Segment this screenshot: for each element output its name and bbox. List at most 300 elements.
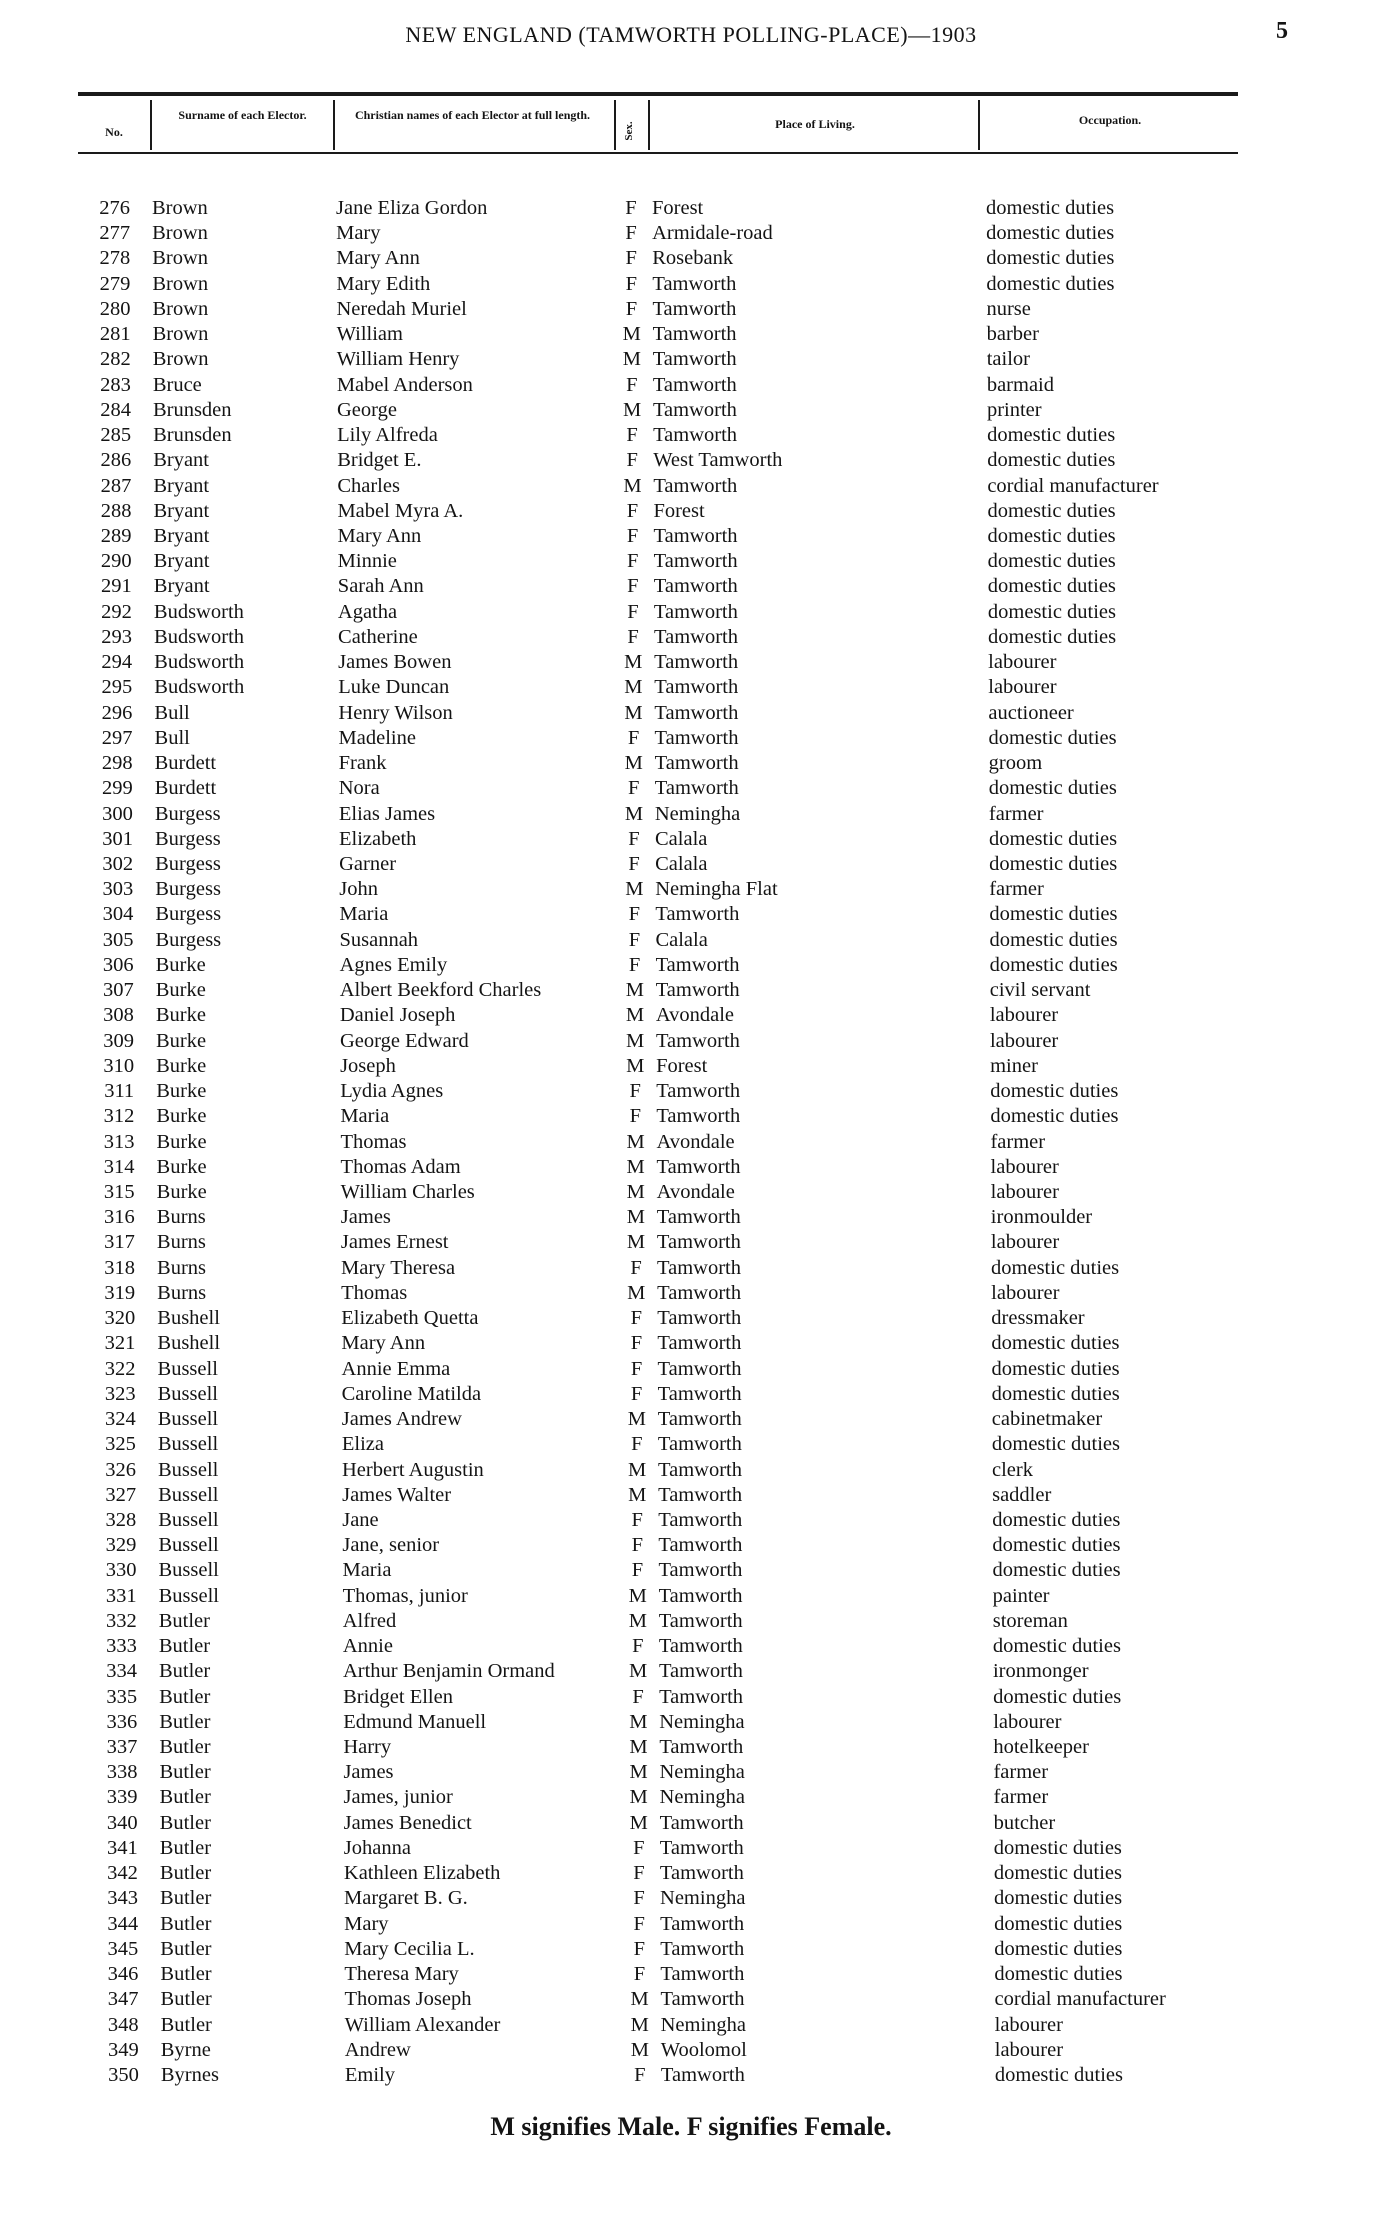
table-row [0, 574, 1382, 599]
elector-surname: Bussell [158, 1584, 219, 1607]
elector-surname: Burgess [155, 903, 222, 926]
elector-surname: Bryant [153, 499, 210, 522]
elector-sex: F [625, 297, 638, 320]
elector-sex: F [625, 197, 637, 219]
table-row [0, 1962, 1382, 1987]
elector-occupation: labourer [989, 1029, 1059, 1052]
elector-place-of-living: Nemingha [660, 2013, 747, 2036]
elector-surname: Bryant [153, 524, 210, 547]
elector-place-of-living: Tamworth [658, 1559, 743, 1582]
elector-sex: M [628, 1483, 647, 1506]
elector-place-of-living: Nemingha [659, 1786, 745, 1809]
elector-sex: M [630, 1988, 649, 2011]
elector-surname: Byrnes [160, 2064, 219, 2087]
table-row [0, 1760, 1382, 1785]
elector-surname: Budsworth [154, 625, 245, 648]
elector-place-of-living: Tamworth [652, 323, 737, 346]
elector-place-of-living: Tamworth [654, 752, 739, 775]
elector-occupation: domestic duties [992, 1635, 1121, 1658]
elector-surname: Burns [156, 1231, 206, 1254]
elector-christian-names: James Walter [342, 1483, 452, 1506]
elector-surname: Brown [152, 222, 208, 245]
elector-surname: Bryant [153, 449, 209, 472]
elector-number: 278 [99, 247, 131, 270]
table-row [0, 1836, 1382, 1861]
elector-sex: M [622, 348, 641, 371]
elector-christian-names: Lydia Agnes [340, 1080, 444, 1103]
elector-sex: M [628, 1584, 647, 1607]
elector-number: 287 [100, 474, 132, 497]
elector-number: 285 [100, 424, 132, 447]
elector-place-of-living: Tamworth [652, 398, 737, 421]
elector-surname: Butler [158, 1660, 211, 1683]
elector-number: 319 [104, 1281, 136, 1304]
elector-christian-names: Andrew [344, 2038, 411, 2061]
elector-christian-names: James Andrew [341, 1408, 462, 1431]
table-row [0, 726, 1382, 751]
elector-surname: Bussell [157, 1382, 218, 1405]
elector-place-of-living: Tamworth [657, 1332, 742, 1355]
table-row [0, 978, 1382, 1003]
elector-sex: M [624, 676, 643, 699]
elector-christian-names: Emily [344, 2064, 395, 2087]
table-row [0, 1861, 1382, 1886]
elector-sex: F [626, 424, 638, 447]
elector-place-of-living: Tamworth [660, 1937, 745, 1960]
elector-christian-names: Edmund Manuell [343, 1710, 487, 1733]
elector-christian-names: Annie Emma [341, 1357, 451, 1380]
elector-occupation: labourer [988, 651, 1057, 674]
elector-occupation: labourer [990, 1155, 1059, 1178]
elector-place-of-living: Tamworth [658, 1508, 743, 1531]
elector-sex: F [629, 1105, 642, 1128]
elector-christian-names: Caroline Matilda [341, 1382, 482, 1405]
elector-christian-names: Thomas Joseph [344, 1988, 472, 2011]
elector-number: 341 [107, 1836, 138, 1859]
elector-number: 300 [102, 802, 133, 825]
elector-number: 279 [99, 272, 131, 295]
elector-surname: Bushell [157, 1307, 220, 1330]
elector-number: 293 [101, 625, 133, 648]
table-row [0, 1785, 1382, 1810]
elector-number: 281 [99, 323, 131, 346]
elector-christian-names: Arthur Benjamin Ormand [342, 1660, 555, 1683]
elector-place-of-living: Tamworth [657, 1281, 742, 1304]
elector-number: 280 [99, 297, 131, 320]
elector-surname: Bryant [153, 474, 210, 497]
elector-sex: M [625, 1004, 645, 1027]
table-row [0, 751, 1382, 776]
elector-place-of-living: Calala [655, 827, 708, 850]
elector-sex: F [630, 1256, 642, 1279]
elector-sex: F [633, 1963, 646, 1986]
elector-number: 340 [106, 1811, 138, 1834]
elector-christian-names: Lily Alfreda [337, 424, 438, 447]
elector-number: 282 [99, 348, 131, 371]
elector-christian-names: Maria [342, 1559, 392, 1582]
elector-surname: Burke [155, 1029, 207, 1052]
elector-place-of-living: Forest [653, 499, 705, 522]
elector-surname: Brown [152, 247, 209, 270]
elector-place-of-living: Tamworth [656, 1231, 741, 1254]
elector-occupation: domestic duties [990, 1105, 1119, 1128]
elector-christian-names: Albert Beekford Charles [339, 979, 542, 1002]
elector-number: 323 [104, 1382, 136, 1405]
elector-number: 345 [107, 1937, 139, 1960]
elector-surname: Burdett [154, 777, 217, 800]
elector-occupation: domestic duties [987, 424, 1116, 447]
elector-number: 299 [102, 777, 133, 800]
elector-place-of-living: Rosebank [652, 247, 734, 270]
elector-christian-names: Alfred [342, 1609, 397, 1632]
table-row [0, 1609, 1382, 1634]
elector-sex: M [626, 1206, 646, 1229]
elector-christian-names: Nora [338, 777, 380, 800]
elector-surname: Burns [157, 1281, 207, 1304]
table-row [0, 272, 1382, 297]
elector-christian-names: Agatha [337, 600, 398, 623]
elector-occupation: civil servant [989, 979, 1091, 1002]
elector-surname: Bussell [158, 1483, 219, 1506]
page-number: 5 [1276, 18, 1288, 44]
elector-surname: Brunsden [153, 424, 232, 447]
elector-occupation: domestic duties [991, 1433, 1120, 1456]
elector-place-of-living: Tamworth [653, 550, 738, 573]
elector-occupation: butcher [993, 1811, 1056, 1834]
elector-place-of-living: Tamworth [653, 474, 738, 497]
table-row [0, 297, 1382, 322]
elector-place-of-living: Tamworth [658, 1635, 743, 1658]
elector-sex: M [622, 323, 641, 346]
elector-place-of-living: Nemingha [659, 1761, 745, 1784]
table-row [0, 1912, 1382, 1937]
header-bottom-rule [78, 152, 1238, 154]
elector-sex: M [629, 1761, 648, 1784]
elector-sex: M [626, 1180, 645, 1203]
elector-number: 332 [105, 1609, 137, 1632]
elector-surname: Burke [156, 1105, 207, 1128]
table-row [0, 650, 1382, 675]
elector-sex: F [630, 1357, 643, 1380]
table-row [0, 1357, 1382, 1382]
table-row [0, 2013, 1382, 2038]
column-divider [614, 100, 616, 150]
elector-christian-names: Catherine [338, 625, 418, 648]
elector-christian-names: Harry [343, 1736, 392, 1759]
elector-christian-names: Mary Ann [336, 247, 420, 270]
elector-place-of-living: Tamworth [654, 777, 739, 800]
elector-number: 343 [107, 1887, 139, 1910]
elector-occupation: labourer [991, 1281, 1060, 1304]
elector-sex: M [629, 1736, 648, 1759]
table-row [0, 802, 1382, 827]
table-row [0, 953, 1382, 978]
elector-christian-names: James, junior [343, 1786, 453, 1809]
elector-surname: Butler [160, 1887, 212, 1910]
elector-number: 320 [104, 1307, 136, 1330]
table-row [0, 1029, 1382, 1054]
elector-sex: F [628, 827, 640, 850]
elector-christian-names: Garner [339, 852, 397, 875]
elector-christian-names: Bridget E. [337, 449, 422, 472]
table-row [0, 2063, 1382, 2088]
elector-occupation: domestic duties [987, 575, 1116, 598]
elector-surname: Bussell [157, 1433, 219, 1456]
elector-occupation: labourer [990, 1180, 1059, 1203]
elector-number: 277 [99, 222, 131, 245]
elector-sex: F [628, 777, 640, 800]
elector-sex: M [626, 1054, 645, 1077]
elector-number: 291 [101, 575, 132, 598]
table-row [0, 1205, 1382, 1230]
elector-number: 330 [105, 1559, 137, 1582]
elector-number: 283 [100, 373, 131, 396]
elector-christian-names: Agnes Emily [339, 953, 448, 976]
table-row [0, 827, 1382, 852]
table-row [0, 1256, 1382, 1281]
elector-christian-names: Jane, senior [342, 1534, 440, 1557]
table-row [0, 1230, 1382, 1255]
elector-sex: F [625, 247, 637, 270]
elector-place-of-living: Tamworth [653, 575, 738, 598]
elector-sex: M [629, 1786, 648, 1809]
table-row [0, 1180, 1382, 1205]
table-row [0, 448, 1382, 473]
elector-sex: F [628, 903, 641, 926]
elector-christian-names: William Alexander [344, 2013, 501, 2036]
elector-surname: Brown [152, 197, 208, 219]
elector-surname: Bussell [157, 1357, 218, 1380]
elector-surname: Butler [159, 1786, 211, 1809]
elector-place-of-living: Tamworth [659, 1685, 744, 1708]
elector-number: 301 [102, 827, 133, 850]
elector-number: 294 [101, 651, 133, 674]
elector-sex: M [630, 2013, 649, 2036]
table-row [0, 1104, 1382, 1129]
elector-number: 334 [106, 1660, 137, 1683]
elector-surname: Burgess [155, 827, 221, 850]
elector-occupation: storeman [992, 1609, 1068, 1632]
table-row [0, 701, 1382, 726]
elector-place-of-living: Tamworth [654, 625, 738, 648]
elector-surname: Butler [158, 1609, 210, 1632]
elector-christian-names: Herbert Augustin [342, 1458, 484, 1481]
elector-number: 326 [105, 1458, 136, 1481]
elector-surname: Burke [156, 1080, 207, 1103]
table-row [0, 877, 1382, 902]
elector-surname: Budsworth [154, 676, 245, 699]
elector-place-of-living: Tamworth [652, 373, 737, 396]
elector-sex: F [632, 1685, 644, 1708]
elector-occupation: domestic duties [991, 1256, 1120, 1279]
table-row [0, 1508, 1382, 1533]
elector-place-of-living: Armidale-road [652, 222, 773, 245]
elector-sex: M [629, 1710, 648, 1733]
elector-number: 327 [105, 1483, 137, 1506]
elector-surname: Burgess [155, 852, 221, 875]
column-header-surname: Surname of each Elector. [178, 108, 307, 122]
elector-sex: M [624, 802, 644, 825]
elector-sex: F [626, 550, 639, 573]
elector-place-of-living: West Tamworth [653, 449, 783, 472]
column-divider [648, 100, 650, 150]
elector-surname: Butler [159, 1836, 212, 1859]
table-row [0, 675, 1382, 700]
elector-place-of-living: Tamworth [655, 953, 740, 976]
elector-place-of-living: Tamworth [653, 600, 738, 623]
elector-sex: M [628, 1609, 647, 1632]
elector-occupation: domestic duties [989, 903, 1118, 926]
elector-number: 292 [101, 600, 132, 623]
table-row [0, 1886, 1382, 1911]
elector-occupation: domestic duties [992, 1534, 1121, 1557]
elector-place-of-living: Tamworth [658, 1534, 743, 1557]
footnote: M signifies Male. F signifies Female. [490, 2112, 892, 2141]
elector-place-of-living: Tamworth [654, 676, 739, 699]
elector-number: 321 [104, 1332, 136, 1355]
elector-occupation: domestic duties [991, 1332, 1120, 1355]
elector-surname: Butler [160, 2013, 212, 2036]
elector-occupation: auctioneer [988, 701, 1074, 724]
elector-occupation: labourer [990, 1231, 1060, 1254]
elector-sex: F [633, 1836, 645, 1859]
table-row [0, 1155, 1382, 1180]
elector-sex: M [625, 878, 644, 901]
elector-sex: F [633, 1862, 645, 1885]
elector-christian-names: Mary Cecilia L. [344, 1937, 475, 1960]
elector-christian-names: Mary Edith [336, 272, 431, 295]
elector-christian-names: James Ernest [340, 1231, 449, 1254]
elector-place-of-living: Avondale [656, 1180, 735, 1203]
table-row [0, 1382, 1382, 1407]
elector-christian-names: Maria [340, 1105, 390, 1128]
elector-place-of-living: Tamworth [660, 1988, 745, 2011]
elector-sex: F [629, 1080, 641, 1103]
table-row [0, 549, 1382, 574]
elector-occupation: domestic duties [986, 197, 1115, 219]
elector-sex: F [631, 1534, 644, 1557]
elector-occupation: barber [986, 323, 1039, 346]
elector-sex: F [627, 625, 639, 648]
elector-occupation: tailor [986, 348, 1030, 371]
elector-place-of-living: Tamworth [660, 2064, 745, 2087]
elector-surname: Butler [159, 1761, 211, 1784]
elector-number: 313 [103, 1130, 135, 1153]
elector-place-of-living: Tamworth [657, 1408, 742, 1431]
elector-place-of-living: Tamworth [655, 979, 740, 1002]
elector-sex: M [625, 979, 644, 1002]
elector-sex: F [628, 852, 640, 875]
table-row [0, 246, 1382, 271]
elector-place-of-living: Tamworth [656, 1155, 741, 1178]
table-row [0, 1130, 1382, 1155]
table-row [0, 1003, 1382, 1028]
elector-surname: Bussell [158, 1559, 219, 1582]
elector-occupation: farmer [989, 878, 1044, 901]
table-row [0, 1685, 1382, 1710]
table-row [0, 902, 1382, 927]
table-row [0, 373, 1382, 398]
column-header-place: Place of Living. [775, 117, 855, 131]
elector-christian-names: Jane Eliza Gordon [336, 197, 488, 219]
elector-surname: Butler [160, 1912, 212, 1935]
elector-occupation: domestic duties [986, 222, 1115, 245]
elector-occupation: cordial manufacturer [994, 1988, 1166, 2011]
elector-occupation: labourer [994, 2038, 1064, 2061]
elector-surname: Burke [155, 1004, 206, 1027]
elector-occupation: cabinetmaker [991, 1408, 1103, 1431]
table-row [0, 524, 1382, 549]
elector-christian-names: Luke Duncan [338, 676, 450, 699]
table-row [0, 1634, 1382, 1659]
elector-number: 307 [102, 979, 134, 1002]
elector-place-of-living: Forest [652, 197, 704, 219]
table-row [0, 347, 1382, 372]
elector-place-of-living: Nemingha [659, 1710, 745, 1733]
elector-place-of-living: Forest [656, 1054, 708, 1077]
elector-christian-names: James [343, 1761, 394, 1784]
table-row [0, 423, 1382, 448]
table-row [0, 1432, 1382, 1457]
elector-place-of-living: Tamworth [659, 1811, 744, 1834]
table-row [0, 1659, 1382, 1684]
elector-number: 286 [100, 449, 132, 472]
elector-occupation: domestic duties [989, 953, 1118, 976]
elector-place-of-living: Tamworth [654, 701, 739, 724]
elector-occupation: clerk [992, 1458, 1033, 1481]
elector-occupation: domestic duties [992, 1559, 1121, 1582]
elector-sex: F [633, 1937, 645, 1960]
elector-place-of-living: Tamworth [659, 1836, 744, 1859]
table-row [0, 600, 1382, 625]
elector-sex: M [628, 1458, 647, 1481]
elector-christian-names: Sarah Ann [337, 575, 424, 598]
elector-surname: Brown [152, 297, 209, 320]
elector-occupation: ironmonger [992, 1660, 1089, 1683]
elector-sex: M [624, 752, 643, 775]
elector-sex: F [627, 575, 639, 598]
elector-occupation: hotelkeeper [993, 1736, 1089, 1759]
elector-place-of-living: Tamworth [658, 1483, 743, 1506]
elector-sex: F [631, 1433, 643, 1456]
elector-place-of-living: Tamworth [655, 1029, 740, 1052]
elector-christian-names: James Benedict [343, 1811, 472, 1834]
elector-christian-names: Theresa Mary [344, 1963, 459, 1986]
elector-number: 335 [106, 1685, 138, 1708]
elector-christian-names: Minnie [337, 550, 397, 573]
elector-surname: Burke [156, 1180, 207, 1203]
elector-christian-names: Henry Wilson [338, 701, 453, 724]
elector-place-of-living: Tamworth [653, 524, 738, 547]
elector-place-of-living: Nemingha Flat [655, 878, 778, 901]
elector-sex: F [628, 953, 641, 976]
elector-christian-names: James [340, 1206, 391, 1229]
elector-number: 302 [102, 852, 134, 875]
elector-occupation: domestic duties [989, 928, 1118, 951]
column-divider [150, 100, 152, 150]
elector-sex: F [633, 1887, 645, 1910]
elector-occupation: domestic duties [988, 625, 1117, 648]
elector-sex: M [624, 701, 643, 724]
table-row [0, 322, 1382, 347]
column-header-no: No. [105, 125, 123, 139]
elector-occupation: domestic duties [994, 1912, 1123, 1935]
elector-occupation: labourer [993, 1710, 1062, 1733]
elector-sex: M [625, 1029, 645, 1052]
elector-occupation: domestic duties [988, 726, 1117, 749]
elector-place-of-living: Calala [655, 852, 708, 875]
table-row [0, 1407, 1382, 1432]
